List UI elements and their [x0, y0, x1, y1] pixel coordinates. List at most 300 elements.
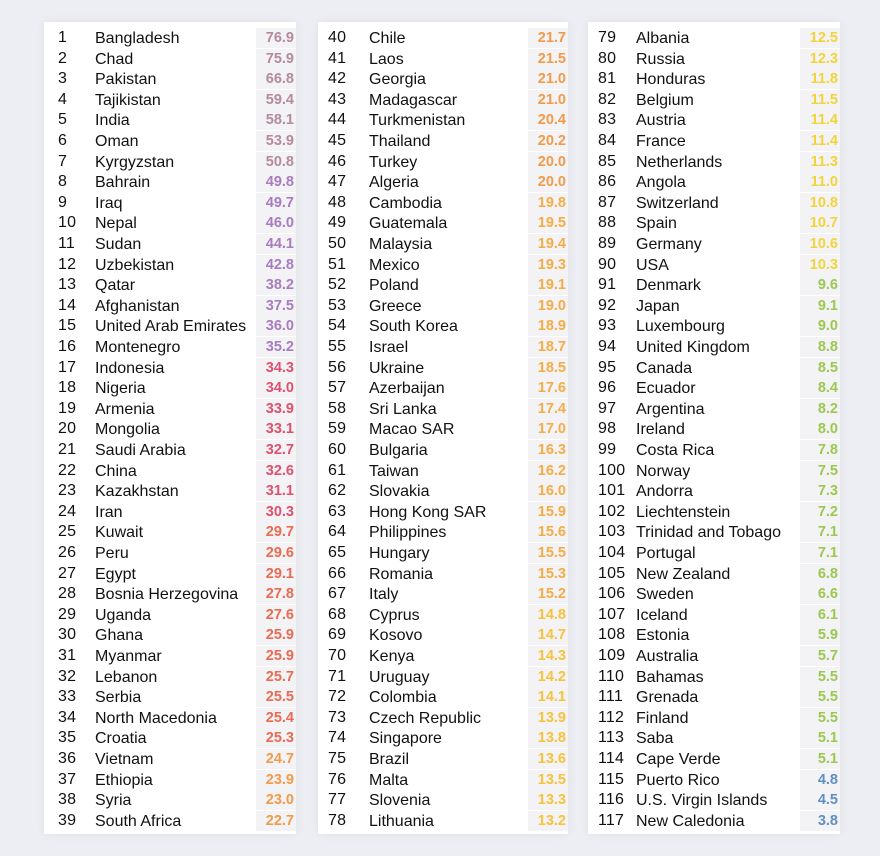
ranking-row — [318, 316, 568, 337]
ranking-row — [588, 687, 840, 708]
rank-number: 3 — [58, 70, 68, 88]
ranking-row — [318, 749, 568, 770]
rank-number: 32 — [58, 667, 77, 685]
rank-number: 25 — [58, 523, 77, 541]
rank-number: 67 — [328, 585, 347, 603]
rank-number: 24 — [58, 502, 77, 520]
ranking-row — [588, 193, 840, 214]
country-name: Austria — [636, 112, 686, 130]
ranking-row — [44, 90, 296, 111]
country-name: Kuwait — [95, 524, 144, 542]
rank-number: 116 — [598, 791, 625, 809]
value-cell: 8.0 — [800, 419, 840, 439]
rank-number: 27 — [58, 564, 77, 582]
ranking-row — [44, 770, 296, 791]
country-name: U.S. Virgin Islands — [636, 792, 768, 810]
country-name: Iraq — [95, 194, 123, 212]
rank-number: 57 — [328, 379, 347, 397]
ranking-row — [318, 625, 568, 646]
rank-number: 82 — [598, 90, 617, 108]
country-name: Uzbekistan — [95, 256, 175, 274]
value-cell: 5.5 — [800, 667, 840, 687]
rank-number: 101 — [598, 482, 626, 500]
ranking-row — [588, 131, 840, 152]
country-name: Costa Rica — [636, 442, 715, 459]
country-name: Bulgaria — [369, 442, 428, 459]
rank-number: 102 — [598, 502, 626, 520]
ranking-row — [44, 69, 296, 90]
rank-number: 43 — [328, 90, 347, 108]
country-name: Norway — [636, 462, 691, 480]
country-name: Greece — [369, 297, 422, 315]
rank-number: 5 — [58, 111, 68, 129]
rank-number: 14 — [58, 296, 77, 314]
rank-number: 58 — [328, 399, 347, 417]
value-cell: 25.3 — [256, 728, 296, 748]
value-cell: 19.0 — [528, 296, 568, 316]
rank-number: 41 — [328, 49, 347, 67]
country-name: Cyprus — [369, 606, 420, 624]
country-name: Israel — [369, 339, 409, 356]
rank-number: 77 — [328, 791, 347, 809]
country-name: Portugal — [636, 545, 696, 562]
country-name: Madagascar — [369, 91, 458, 109]
rank-number: 34 — [58, 708, 77, 726]
country-name: Colombia — [369, 689, 437, 707]
country-name: Kazakhstan — [95, 483, 179, 501]
ranking-row — [588, 522, 840, 543]
ranking-row — [318, 49, 568, 70]
value-cell: 11.0 — [800, 172, 840, 192]
country-name: Australia — [636, 648, 699, 665]
rank-number: 107 — [598, 605, 626, 623]
value-cell: 32.7 — [256, 440, 296, 460]
ranking-row — [588, 440, 840, 461]
value-cell: 15.2 — [528, 584, 568, 604]
rank-number: 93 — [598, 317, 617, 335]
rank-number: 66 — [328, 564, 347, 582]
rank-number: 111 — [598, 688, 623, 706]
rank-number: 105 — [598, 564, 626, 582]
ranking-row — [44, 811, 296, 832]
rank-number: 71 — [328, 667, 347, 685]
rank-number: 92 — [598, 296, 617, 314]
value-cell: 16.2 — [528, 461, 568, 481]
country-name: USA — [636, 256, 669, 274]
country-name: Uganda — [95, 606, 152, 624]
ranking-row — [318, 811, 568, 832]
value-cell: 5.9 — [800, 625, 840, 645]
value-cell: 59.4 — [256, 90, 296, 110]
rank-number: 38 — [58, 791, 77, 809]
country-name: Netherlands — [636, 153, 723, 171]
value-cell: 20.4 — [528, 110, 568, 130]
country-name: Laos — [369, 50, 404, 68]
ranking-row — [318, 667, 568, 688]
value-cell: 22.7 — [256, 811, 296, 831]
rank-number: 104 — [598, 544, 626, 561]
ranking-row — [588, 90, 840, 111]
rank-number: 50 — [328, 235, 347, 252]
rank-number: 36 — [58, 750, 77, 767]
country-name: Afghanistan — [95, 297, 180, 315]
ranking-row — [44, 564, 296, 585]
ranking-row — [588, 811, 840, 832]
rank-number: 86 — [598, 173, 617, 191]
value-cell: 7.1 — [800, 522, 840, 542]
rank-number: 110 — [598, 667, 625, 685]
value-cell: 25.9 — [256, 625, 296, 645]
rank-number: 40 — [328, 29, 347, 46]
value-cell: 13.9 — [528, 708, 568, 728]
ranking-row — [44, 605, 296, 626]
value-cell: 21.7 — [528, 28, 568, 48]
ranking-row — [44, 255, 296, 276]
rank-number: 11 — [58, 235, 76, 252]
country-name: Myanmar — [95, 648, 162, 665]
value-cell: 19.8 — [528, 193, 568, 213]
rank-number: 76 — [328, 770, 347, 788]
value-cell: 15.9 — [528, 502, 568, 522]
ranking-row — [588, 584, 840, 605]
value-cell: 5.1 — [800, 749, 840, 769]
value-cell: 21.0 — [528, 90, 568, 110]
value-cell: 7.8 — [800, 440, 840, 460]
ranking-row — [44, 28, 296, 49]
country-name: Singapore — [369, 730, 442, 748]
rank-number: 30 — [58, 626, 77, 644]
country-name: Russia — [636, 50, 685, 68]
country-name: Cambodia — [369, 194, 442, 212]
rank-number: 56 — [328, 358, 347, 376]
country-name: Pakistan — [95, 71, 157, 89]
value-cell: 17.0 — [528, 419, 568, 439]
value-cell: 25.7 — [256, 667, 296, 687]
country-name: Bahrain — [95, 174, 151, 192]
ranking-row — [318, 564, 568, 585]
value-cell: 34.0 — [256, 378, 296, 398]
value-cell: 76.9 — [256, 28, 296, 48]
rank-number: 60 — [328, 441, 347, 458]
value-cell: 9.0 — [800, 316, 840, 336]
rank-number: 20 — [58, 420, 77, 438]
ranking-row — [588, 296, 840, 317]
rank-number: 22 — [58, 461, 77, 479]
ranking-row — [588, 337, 840, 358]
country-name: Romania — [369, 565, 434, 583]
ranking-row — [588, 69, 840, 90]
value-cell: 34.3 — [256, 358, 296, 378]
ranking-row — [318, 646, 568, 667]
country-name: Malaysia — [369, 236, 433, 253]
rank-number: 28 — [58, 585, 77, 603]
country-name: France — [636, 133, 686, 150]
country-name: Kenya — [369, 648, 415, 665]
value-cell: 19.5 — [528, 213, 568, 233]
ranking-row — [318, 28, 568, 49]
ranking-row — [44, 296, 296, 317]
country-name: South Africa — [95, 812, 182, 830]
ranking-row — [318, 213, 568, 234]
rank-number: 45 — [328, 132, 347, 149]
country-name: Uruguay — [369, 668, 430, 686]
country-name: Bangladesh — [95, 30, 180, 47]
rank-number: 42 — [328, 70, 347, 88]
value-cell: 35.2 — [256, 337, 296, 357]
ranking-row — [588, 625, 840, 646]
rank-number: 46 — [328, 152, 347, 170]
country-name: Montenegro — [95, 339, 181, 356]
country-name: Indonesia — [95, 359, 165, 377]
ranking-row — [588, 419, 840, 440]
ranking-row — [44, 790, 296, 811]
rank-number: 85 — [598, 152, 617, 170]
rank-number: 8 — [58, 173, 68, 191]
ranking-row — [44, 152, 296, 173]
value-cell: 53.9 — [256, 131, 296, 151]
rank-number: 103 — [598, 523, 626, 541]
rank-number: 51 — [328, 255, 347, 273]
value-cell: 66.8 — [256, 69, 296, 89]
value-cell: 23.0 — [256, 790, 296, 810]
ranking-row — [318, 69, 568, 90]
value-cell: 9.1 — [800, 296, 840, 316]
country-name: Qatar — [95, 277, 136, 295]
country-name: Taiwan — [369, 462, 419, 480]
country-name: Ireland — [636, 421, 685, 439]
rank-number: 73 — [328, 708, 347, 726]
country-name: Germany — [636, 236, 702, 253]
rank-number: 62 — [328, 482, 347, 500]
ranking-row — [588, 378, 840, 399]
value-cell: 13.5 — [528, 770, 568, 790]
country-name: Serbia — [95, 689, 142, 707]
country-name: Trinidad and Tobago — [636, 524, 781, 542]
country-name: Italy — [369, 586, 399, 604]
value-cell: 19.1 — [528, 275, 568, 295]
ranking-row — [44, 481, 296, 502]
value-cell: 7.1 — [800, 543, 840, 563]
value-cell: 5.5 — [800, 708, 840, 728]
value-cell: 7.2 — [800, 502, 840, 522]
ranking-row — [44, 275, 296, 296]
country-name: Mongolia — [95, 421, 160, 439]
country-name: Slovenia — [369, 792, 431, 810]
ranking-row — [318, 770, 568, 791]
ranking-row — [588, 502, 840, 523]
ranking-row — [588, 667, 840, 688]
ranking-row — [318, 255, 568, 276]
ranking-row — [318, 543, 568, 564]
rank-number: 109 — [598, 647, 626, 664]
rank-number: 17 — [58, 358, 77, 376]
value-cell: 19.3 — [528, 255, 568, 275]
value-cell: 18.9 — [528, 316, 568, 336]
value-cell: 29.6 — [256, 543, 296, 563]
ranking-row — [588, 234, 840, 255]
country-name: Vietnam — [95, 751, 154, 768]
ranking-row — [588, 646, 840, 667]
value-cell: 75.9 — [256, 49, 296, 69]
ranking-row — [318, 275, 568, 296]
rank-number: 115 — [598, 770, 625, 788]
ranking-row — [318, 481, 568, 502]
value-cell: 49.8 — [256, 172, 296, 192]
ranking-row — [318, 172, 568, 193]
ranking-row — [44, 399, 296, 420]
value-cell: 8.4 — [800, 378, 840, 398]
country-name: Saba — [636, 730, 674, 748]
country-name: United Arab Emirates — [95, 318, 247, 336]
rank-number: 47 — [328, 173, 347, 191]
ranking-row — [588, 316, 840, 337]
country-name: United Kingdom — [636, 339, 750, 356]
ranking-row — [44, 337, 296, 358]
rank-number: 94 — [598, 338, 617, 355]
value-cell: 17.4 — [528, 399, 568, 419]
ranking-row — [318, 419, 568, 440]
ranking-row — [44, 316, 296, 337]
value-cell: 9.6 — [800, 275, 840, 295]
rank-number: 12 — [58, 255, 77, 273]
rank-number: 95 — [598, 358, 617, 376]
rank-number: 96 — [598, 379, 617, 397]
rank-number: 112 — [598, 708, 625, 726]
value-cell: 21.5 — [528, 49, 568, 69]
rank-number: 90 — [598, 255, 617, 273]
country-name: Andorra — [636, 483, 693, 501]
ranking-row — [588, 255, 840, 276]
ranking-row — [318, 461, 568, 482]
country-name: Cape Verde — [636, 751, 721, 768]
country-name: Croatia — [95, 730, 147, 748]
value-cell: 29.7 — [256, 522, 296, 542]
rank-number: 39 — [58, 811, 77, 829]
ranking-row — [318, 90, 568, 111]
ranking-row — [318, 152, 568, 173]
country-name: Luxembourg — [636, 318, 725, 336]
value-cell: 8.2 — [800, 399, 840, 419]
ranking-row — [588, 564, 840, 585]
rank-number: 21 — [58, 441, 77, 458]
value-cell: 12.3 — [800, 49, 840, 69]
rank-number: 59 — [328, 420, 347, 438]
value-cell: 7.5 — [800, 461, 840, 481]
country-name: Malta — [369, 771, 409, 789]
country-name: Nepal — [95, 215, 137, 233]
country-name: Algeria — [369, 174, 419, 192]
rank-number: 53 — [328, 296, 347, 314]
ranking-row — [318, 399, 568, 420]
value-cell: 30.3 — [256, 502, 296, 522]
country-name: Oman — [95, 133, 139, 150]
value-cell: 8.8 — [800, 337, 840, 357]
rank-number: 108 — [598, 626, 626, 644]
ranking-row — [44, 502, 296, 523]
value-cell: 7.3 — [800, 481, 840, 501]
rank-number: 63 — [328, 502, 347, 520]
ranking-row — [588, 110, 840, 131]
country-name: Switzerland — [636, 194, 719, 212]
country-name: Estonia — [636, 627, 690, 645]
value-cell: 18.5 — [528, 358, 568, 378]
rank-number: 16 — [58, 338, 77, 355]
country-name: Peru — [95, 545, 129, 562]
ranking-row — [44, 419, 296, 440]
value-cell: 33.1 — [256, 419, 296, 439]
ranking-row — [318, 790, 568, 811]
country-name: Lithuania — [369, 812, 434, 830]
country-name: Canada — [636, 359, 693, 377]
country-name: Puerto Rico — [636, 771, 720, 789]
value-cell: 46.0 — [256, 213, 296, 233]
rank-number: 84 — [598, 132, 617, 149]
rank-number: 19 — [58, 399, 77, 417]
ranking-row — [44, 461, 296, 482]
country-name: Bahamas — [636, 668, 704, 686]
country-name: Chile — [369, 30, 406, 47]
rank-number: 114 — [598, 750, 625, 767]
value-cell: 5.1 — [800, 728, 840, 748]
ranking-row — [44, 749, 296, 770]
country-name: New Zealand — [636, 565, 731, 583]
country-name: Ukraine — [369, 359, 425, 377]
rank-number: 75 — [328, 750, 347, 767]
value-cell: 16.3 — [528, 440, 568, 460]
rank-number: 106 — [598, 585, 626, 603]
country-name: New Caledonia — [636, 812, 745, 830]
value-cell: 21.0 — [528, 69, 568, 89]
value-cell: 11.8 — [800, 69, 840, 89]
ranking-row — [588, 790, 840, 811]
ranking-row — [318, 605, 568, 626]
rank-number: 7 — [58, 152, 68, 170]
ranking-row — [318, 687, 568, 708]
country-name: South Korea — [369, 318, 458, 336]
country-name: Ecuador — [636, 380, 696, 398]
value-cell: 15.3 — [528, 564, 568, 584]
ranking-row — [44, 625, 296, 646]
value-cell: 31.1 — [256, 481, 296, 501]
rank-number: 81 — [598, 70, 617, 88]
country-name: Angola — [636, 174, 686, 192]
value-cell: 37.5 — [256, 296, 296, 316]
ranking-row — [44, 584, 296, 605]
value-cell: 6.1 — [800, 605, 840, 625]
rank-number: 117 — [598, 811, 625, 829]
ranking-row — [318, 358, 568, 379]
ranking-row — [588, 749, 840, 770]
value-cell: 12.5 — [800, 28, 840, 48]
country-name: Spain — [636, 215, 677, 233]
rank-number: 48 — [328, 193, 347, 211]
country-name: Denmark — [636, 277, 701, 295]
ranking-row — [44, 687, 296, 708]
rank-number: 35 — [58, 729, 77, 747]
country-name: Lebanon — [95, 668, 158, 686]
country-name: Czech Republic — [369, 709, 482, 727]
ranking-column-2 — [318, 22, 568, 834]
value-cell: 27.6 — [256, 605, 296, 625]
rank-number: 91 — [598, 276, 617, 294]
rank-number: 68 — [328, 605, 347, 623]
value-cell: 10.7 — [800, 213, 840, 233]
rank-number: 87 — [598, 193, 617, 211]
country-name: Grenada — [636, 689, 699, 707]
value-cell: 10.6 — [800, 234, 840, 254]
rank-number: 61 — [328, 461, 347, 479]
ranking-row — [318, 378, 568, 399]
